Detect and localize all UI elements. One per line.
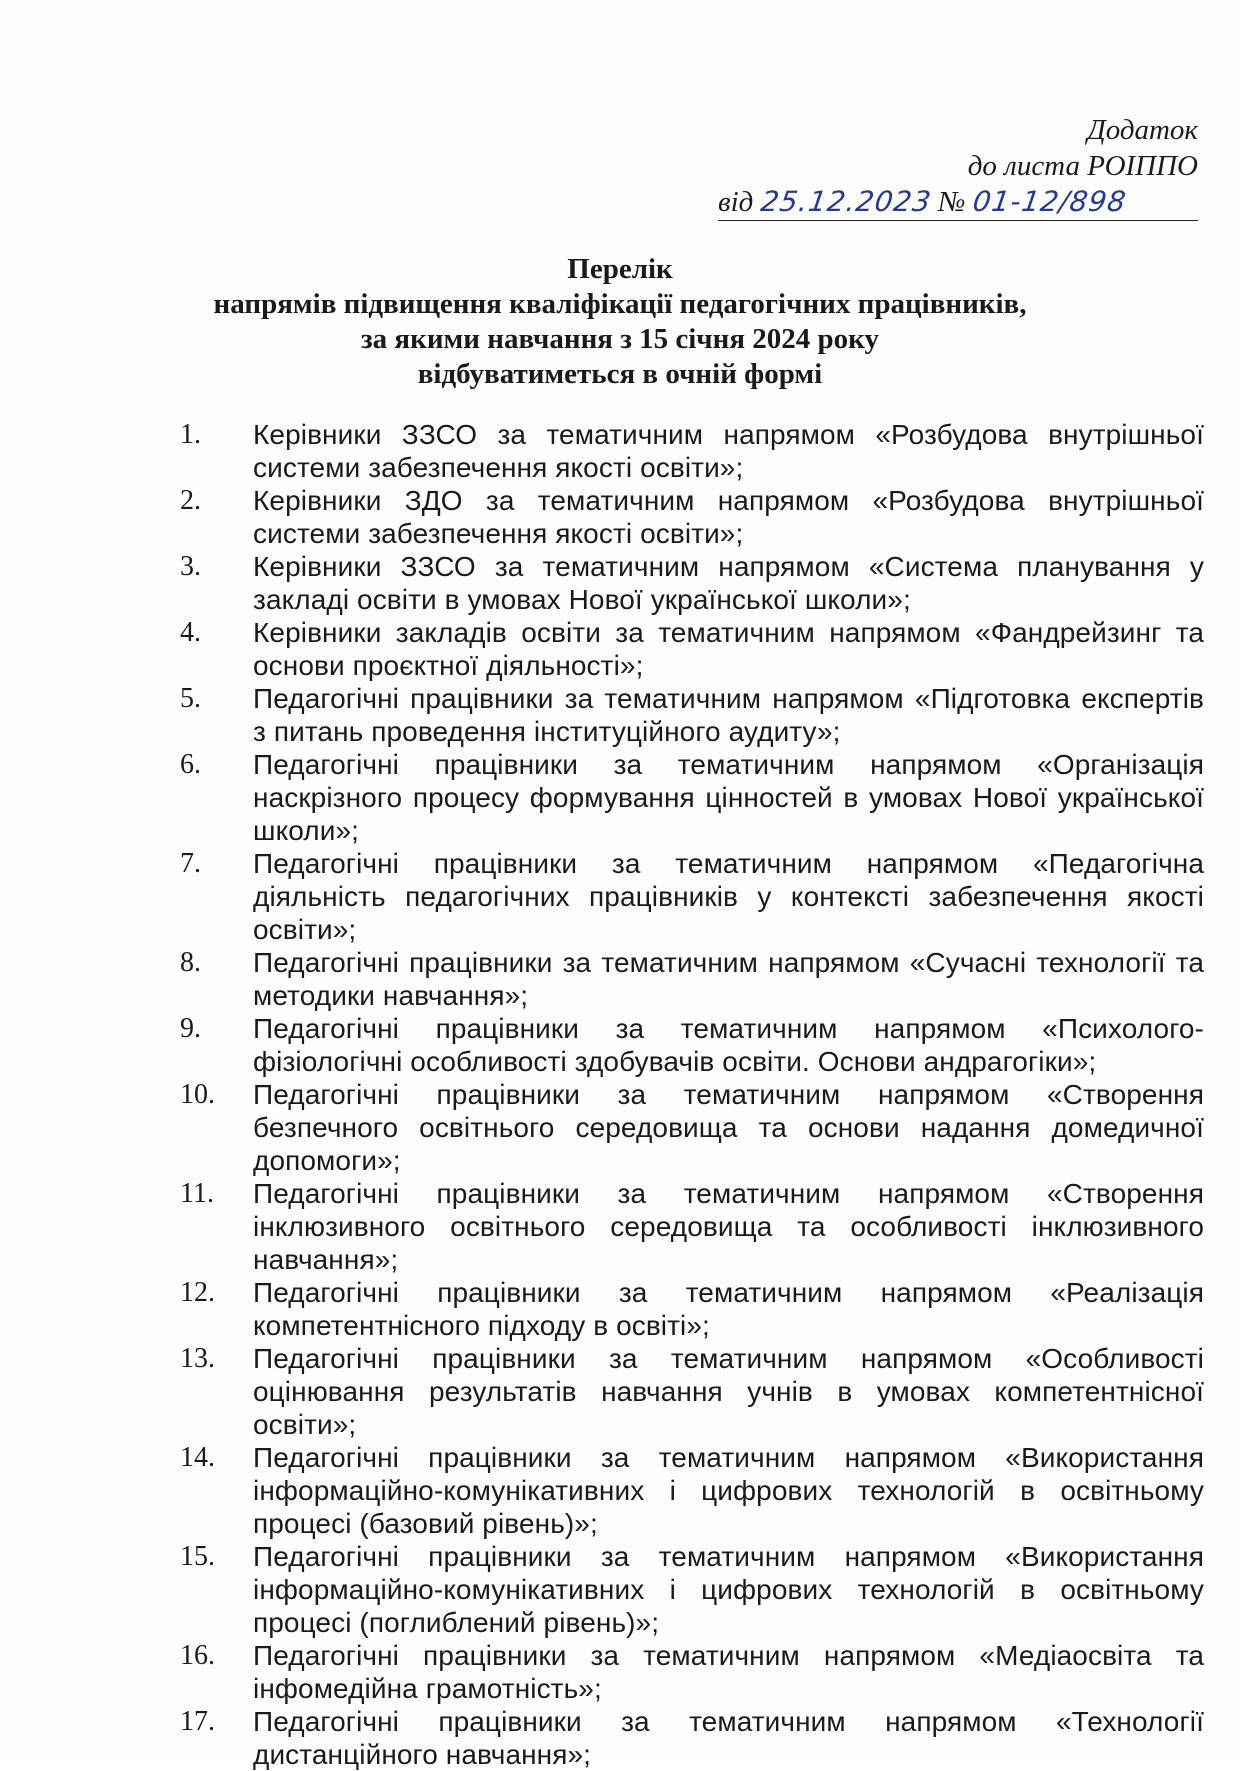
document-title xyxy=(0,252,1240,392)
title-line-2: напрямів підвищення кваліфікації педагогічних працівників, xyxy=(213,288,1027,320)
item-text: Педагогічні працівники за тематичним напрямом «Сучасні технології та методики навчання»; xyxy=(253,947,1204,1011)
title-line-1: Перелік xyxy=(567,253,673,285)
item-number: 1. xyxy=(180,419,201,450)
item-number: 12. xyxy=(180,1277,215,1308)
list-item xyxy=(180,1342,1204,1441)
list-item xyxy=(180,1078,1204,1177)
item-number: 14. xyxy=(180,1442,215,1473)
item-text: Педагогічні працівники за тематичним напрямом «Організація наскрізного процесу формування цінностей в умовах Нової української школи»; xyxy=(253,749,1204,846)
item-text: Педагогічні працівники за тематичним напрямом «Технології дистанційного навчання»; xyxy=(253,1706,1204,1770)
item-number: 6. xyxy=(180,749,201,780)
item-text: Педагогічні працівники за тематичним напрямом «Особливості оцінювання результатів навчання учнів в умовах компетентнісної освіти»; xyxy=(253,1343,1204,1440)
item-number: 4. xyxy=(180,617,201,648)
item-number: 8. xyxy=(180,947,201,978)
item-number: 11. xyxy=(180,1178,214,1209)
addendum-date-number-line xyxy=(718,184,1198,221)
item-text: Педагогічні працівники за тематичним напрямом «Створення безпечного освітнього середовища та основи надання домедичної допомоги»; xyxy=(253,1079,1204,1176)
item-number: 16. xyxy=(180,1640,215,1671)
list-item xyxy=(180,1540,1204,1639)
item-text: Педагогічні працівники за тематичним напрямом «Реалізація компетентнісного підходу в освіті»; xyxy=(253,1277,1204,1341)
item-text: Педагогічні працівники за тематичним напрямом «Педагогічна діяльність педагогічних працівників у контексті забезпечення якості освіти»; xyxy=(253,848,1204,945)
title-line-4: відбуватиметься в очній формі xyxy=(417,358,823,390)
item-text: Педагогічні працівники за тематичним напрямом «Використання інформаційно-комунікативних і цифрових технологій в освітньому процесі (базовий рівень)»; xyxy=(253,1442,1204,1539)
list-item xyxy=(180,1276,1204,1342)
list-item xyxy=(180,682,1204,748)
item-text: Педагогічні працівники за тематичним напрямом «Підготовка експертів з питань проведення інституційного аудиту»; xyxy=(253,683,1204,747)
item-number: 7. xyxy=(180,848,201,879)
item-number: 2. xyxy=(180,485,201,516)
item-number: 10. xyxy=(180,1079,215,1110)
item-text: Педагогічні працівники за тематичним напрямом «Створення інклюзивного освітнього середовища та особливості інклюзивного навчання»; xyxy=(253,1178,1204,1275)
list-item xyxy=(180,748,1204,847)
item-number: 5. xyxy=(180,683,201,714)
item-number: 15. xyxy=(180,1541,215,1572)
item-text: Керівники ЗДО за тематичним напрямом «Розбудова внутрішньої системи забезпечення якості освіти»; xyxy=(253,485,1204,549)
item-number: 3. xyxy=(180,551,201,582)
list-item xyxy=(180,847,1204,946)
item-text: Педагогічні працівники за тематичним напрямом «Медіаосвіта та інфомедійна грамотність»; xyxy=(253,1640,1204,1704)
list-item xyxy=(180,1705,1204,1771)
list-item xyxy=(180,1441,1204,1540)
item-number: 9. xyxy=(180,1013,201,1044)
directions-list xyxy=(180,418,1204,1771)
list-item xyxy=(180,1177,1204,1276)
item-text: Керівники ЗЗСО за тематичним напрямом «Система планування у закладі освіти в умовах Нової української школи»; xyxy=(253,551,1204,615)
list-item xyxy=(180,484,1204,550)
handwritten-date: 25.12.2023 xyxy=(758,185,934,218)
from-label: від xyxy=(718,186,754,218)
item-text: Педагогічні працівники за тематичним напрямом «Психолого-фізіологічні особливості здобувачів освіти. Основи андрагогіки»; xyxy=(253,1013,1204,1077)
addendum-letter-ref: до листа РОІППО xyxy=(967,150,1198,182)
title-line-3: за якими навчання з 15 січня 2024 року xyxy=(361,323,879,355)
list-item xyxy=(180,946,1204,1012)
list-item xyxy=(180,550,1204,616)
list-item xyxy=(180,1012,1204,1078)
item-text: Керівники закладів освіти за тематичним напрямом «Фандрейзинг та основи проєктної діяльності»; xyxy=(253,617,1204,681)
list-item xyxy=(180,1639,1204,1705)
list-item xyxy=(180,418,1204,484)
number-label: № xyxy=(938,186,966,218)
addendum-label: Додаток xyxy=(1087,114,1198,146)
handwritten-number: 01-12/898 xyxy=(970,185,1129,218)
item-text: Педагогічні працівники за тематичним напрямом «Використання інформаційно-комунікативних і цифрових технологій в освітньому процесі (поглиблений рівень)»; xyxy=(253,1541,1204,1638)
item-number: 17. xyxy=(180,1706,215,1737)
addendum-header xyxy=(718,112,1198,221)
item-text: Керівники ЗЗСО за тематичним напрямом «Розбудова внутрішньої системи забезпечення якості освіти»; xyxy=(253,419,1204,483)
list-item xyxy=(180,616,1204,682)
item-number: 13. xyxy=(180,1343,215,1374)
